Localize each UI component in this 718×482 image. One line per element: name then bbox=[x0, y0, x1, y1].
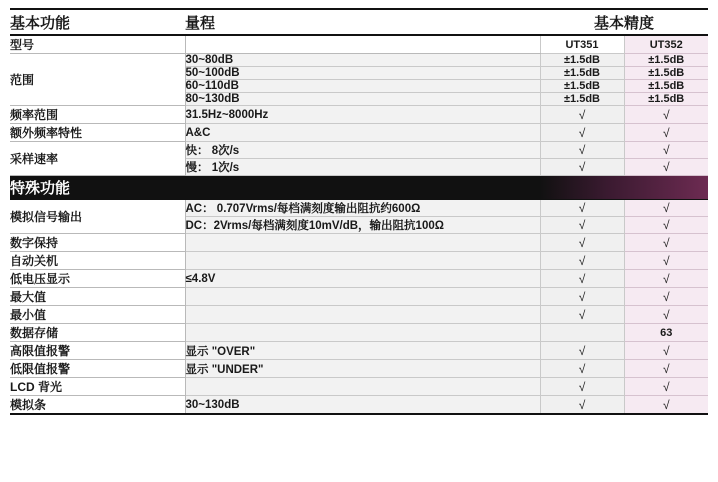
row-range-value bbox=[185, 306, 540, 324]
row-ut351-value: √ bbox=[540, 270, 624, 288]
row-ut352-value: √ bbox=[624, 396, 708, 415]
section-title-special: 特殊功能 bbox=[10, 176, 185, 200]
row-feature-label: 额外频率特性 bbox=[10, 124, 185, 142]
table-row bbox=[10, 360, 708, 378]
row-ut352-value: ±1.5dB bbox=[624, 80, 708, 93]
row-range-value bbox=[185, 378, 540, 396]
model-range bbox=[185, 35, 540, 54]
table-row bbox=[10, 106, 708, 124]
row-range-value: 60~110dB bbox=[185, 80, 540, 93]
row-ut351-value: ±1.5dB bbox=[540, 67, 624, 80]
model-row bbox=[10, 35, 708, 54]
row-ut351-value: √ bbox=[540, 360, 624, 378]
row-ut351-value: √ bbox=[540, 396, 624, 415]
table-row bbox=[10, 324, 708, 342]
header-feature: 基本功能 bbox=[10, 9, 185, 35]
table-row bbox=[10, 234, 708, 252]
row-ut352-value: √ bbox=[624, 159, 708, 176]
row-feature-label: 频率范围 bbox=[10, 106, 185, 124]
row-ut351-value: √ bbox=[540, 159, 624, 176]
row-range-value: AC： 0.707Vrms/每档满刻度输出阻抗约600Ω bbox=[185, 200, 540, 217]
row-ut352-value: √ bbox=[624, 217, 708, 234]
row-range-value: ≤4.8V bbox=[185, 270, 540, 288]
section-accent-bar bbox=[540, 176, 708, 200]
specification-table bbox=[10, 8, 708, 415]
row-feature-label: 最小值 bbox=[10, 306, 185, 324]
row-ut352-value: √ bbox=[624, 342, 708, 360]
row-feature-label: 模拟条 bbox=[10, 396, 185, 415]
row-range-value: 快： 8次/s bbox=[185, 142, 540, 159]
table-row bbox=[10, 124, 708, 142]
table-row bbox=[10, 270, 708, 288]
row-ut351-value: √ bbox=[540, 200, 624, 217]
table-row bbox=[10, 54, 708, 67]
model-label: 型号 bbox=[10, 35, 185, 54]
row-ut352-value: ±1.5dB bbox=[624, 67, 708, 80]
table-row bbox=[10, 288, 708, 306]
row-ut352-value: 63 bbox=[624, 324, 708, 342]
row-ut351-value: √ bbox=[540, 106, 624, 124]
model-ut351: UT351 bbox=[540, 35, 624, 54]
row-range-value: 30~130dB bbox=[185, 396, 540, 415]
row-ut352-value: √ bbox=[624, 288, 708, 306]
row-ut352-value: √ bbox=[624, 378, 708, 396]
row-ut352-value: √ bbox=[624, 270, 708, 288]
section-header-special bbox=[10, 176, 708, 200]
model-ut352: UT352 bbox=[624, 35, 708, 54]
row-ut351-value: ±1.5dB bbox=[540, 54, 624, 67]
table-row bbox=[10, 396, 708, 415]
row-ut352-value: √ bbox=[624, 234, 708, 252]
row-feature-label: 数据存储 bbox=[10, 324, 185, 342]
row-feature-label: 最大值 bbox=[10, 288, 185, 306]
header-accuracy: 基本精度 bbox=[540, 9, 708, 35]
row-range-value: 显示 "OVER" bbox=[185, 342, 540, 360]
row-ut351-value: √ bbox=[540, 342, 624, 360]
table-row bbox=[10, 342, 708, 360]
row-ut351-value: √ bbox=[540, 288, 624, 306]
row-range-value bbox=[185, 288, 540, 306]
row-range-value: DC：2Vrms/每档满刻度10mV/dB，输出阻抗100Ω bbox=[185, 217, 540, 234]
row-feature-label: 高限值报警 bbox=[10, 342, 185, 360]
row-range-value: A&C bbox=[185, 124, 540, 142]
table-row bbox=[10, 378, 708, 396]
row-ut352-value: √ bbox=[624, 106, 708, 124]
row-range-value: 31.5Hz~8000Hz bbox=[185, 106, 540, 124]
table-row bbox=[10, 142, 708, 159]
row-feature-label: 低限值报警 bbox=[10, 360, 185, 378]
row-ut351-value: √ bbox=[540, 217, 624, 234]
row-feature-label: 采样速率 bbox=[10, 142, 185, 176]
row-range-value: 30~80dB bbox=[185, 54, 540, 67]
row-feature-label: 低电压显示 bbox=[10, 270, 185, 288]
row-range-value: 显示 "UNDER" bbox=[185, 360, 540, 378]
table-row bbox=[10, 306, 708, 324]
row-ut351-value: √ bbox=[540, 124, 624, 142]
row-ut351-value bbox=[540, 324, 624, 342]
table-row bbox=[10, 252, 708, 270]
row-range-value: 50~100dB bbox=[185, 67, 540, 80]
row-ut352-value: √ bbox=[624, 252, 708, 270]
row-range-value bbox=[185, 252, 540, 270]
row-ut352-value: √ bbox=[624, 124, 708, 142]
table-header-row bbox=[10, 9, 708, 35]
row-ut352-value: √ bbox=[624, 360, 708, 378]
row-feature-label: 范围 bbox=[10, 54, 185, 106]
row-ut351-value: √ bbox=[540, 306, 624, 324]
row-ut352-value: √ bbox=[624, 142, 708, 159]
row-feature-label: LCD 背光 bbox=[10, 378, 185, 396]
section-spacer bbox=[185, 176, 540, 200]
row-feature-label: 数字保持 bbox=[10, 234, 185, 252]
row-ut352-value: ±1.5dB bbox=[624, 54, 708, 67]
table-row bbox=[10, 200, 708, 217]
row-ut351-value: ±1.5dB bbox=[540, 80, 624, 93]
row-ut351-value: √ bbox=[540, 142, 624, 159]
row-ut351-value: √ bbox=[540, 252, 624, 270]
row-ut351-value: √ bbox=[540, 378, 624, 396]
header-range: 量程 bbox=[185, 9, 540, 35]
row-ut352-value: ±1.5dB bbox=[624, 93, 708, 106]
row-feature-label: 自动关机 bbox=[10, 252, 185, 270]
row-range-value bbox=[185, 324, 540, 342]
row-ut351-value: √ bbox=[540, 234, 624, 252]
row-range-value bbox=[185, 234, 540, 252]
row-ut352-value: √ bbox=[624, 200, 708, 217]
row-feature-label: 模拟信号输出 bbox=[10, 200, 185, 234]
row-range-value: 慢： 1次/s bbox=[185, 159, 540, 176]
row-ut351-value: ±1.5dB bbox=[540, 93, 624, 106]
row-range-value: 80~130dB bbox=[185, 93, 540, 106]
row-ut352-value: √ bbox=[624, 306, 708, 324]
